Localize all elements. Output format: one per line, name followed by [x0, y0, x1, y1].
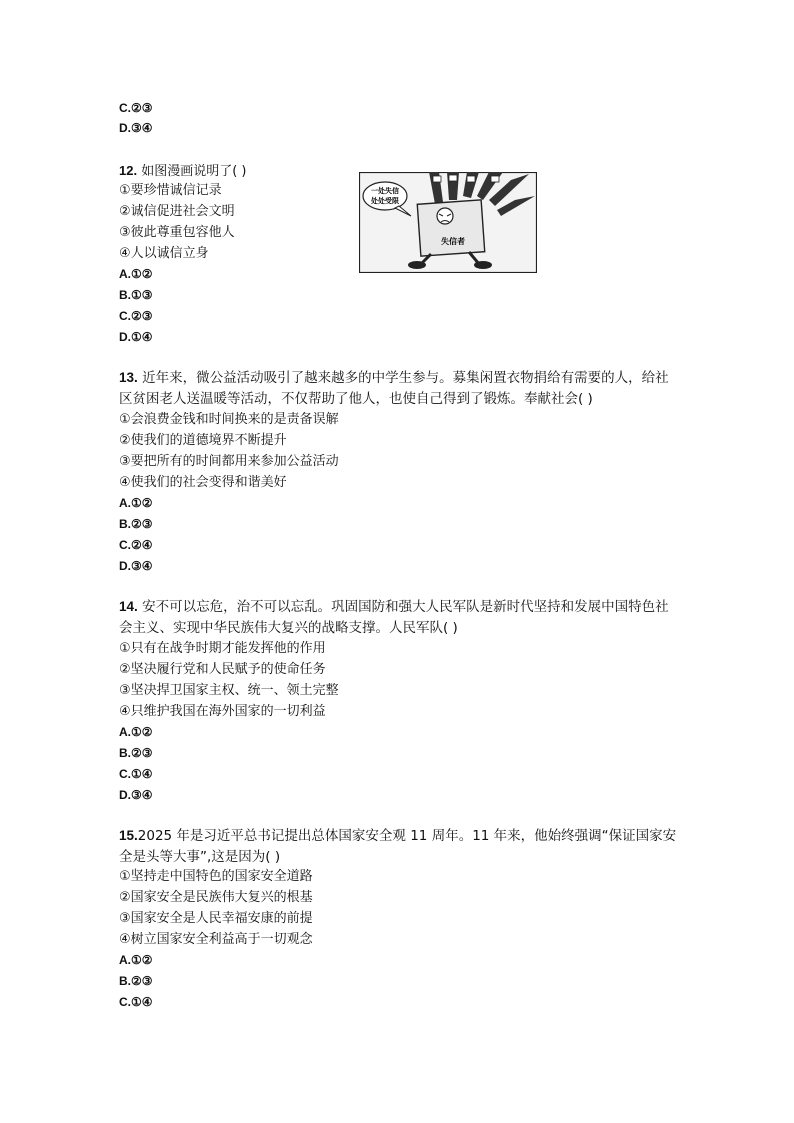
- statement-item: ④只维护我国在海外国家的一切利益: [119, 704, 326, 719]
- statement-item: ①坚持走中国特色的国家安全道路: [119, 869, 313, 884]
- cartoon-illustration: [359, 172, 537, 273]
- statement-item: ②诚信促进社会文明: [119, 204, 235, 219]
- statement-item: ①要珍惜诚信记录: [119, 183, 222, 198]
- bubble-text: 一处失信: [371, 187, 399, 195]
- question-text: 安不可以忘危，治不可以忘乱。巩固国防和强大人民军队是新时代坚持和发展中国特色社会主义、实现中华民族伟大复兴的战略支撑。人民军队( ): [119, 599, 669, 636]
- question-number: 15.: [119, 828, 138, 843]
- option-b: B.②③: [119, 974, 153, 988]
- question-13-stem: [119, 367, 679, 410]
- statement-item: ②使我们的道德境界不断提升: [119, 433, 287, 448]
- option-d: D.③④: [119, 559, 153, 573]
- option-a: A.①②: [119, 725, 153, 739]
- question-text: 2025 年是习近平总书记提出总体国家安全观 11 周年。11 年来，他始终强调“保证国家安全是头等大事”,这是因为( ): [119, 828, 677, 865]
- option-b: B.②③: [119, 517, 153, 531]
- statement-item: ③要把所有的时间都用来参加公益活动: [119, 454, 339, 469]
- statement-item: ③坚决捍卫国家主权、统一、领土完整: [119, 683, 339, 698]
- option-a: A.①②: [119, 496, 153, 510]
- option-d: D.③④: [119, 788, 153, 802]
- svg-text:处处受限: 处处受限: [371, 197, 399, 205]
- statement-item: ②坚决履行党和人民赋予的使命任务: [119, 662, 326, 677]
- option-a: A.①②: [119, 267, 153, 281]
- option-c: C.①④: [119, 995, 153, 1009]
- statement-item: ③彼此尊重包容他人: [119, 225, 235, 240]
- statement-item: ④树立国家安全利益高于一切观念: [119, 932, 313, 947]
- sign-text: 失信者: [441, 237, 465, 246]
- question-12-stem: [119, 162, 247, 180]
- question-text: 如图漫画说明了( ): [141, 164, 247, 179]
- statement-item: ④人以诚信立身: [119, 246, 209, 261]
- option-b: B.①③: [119, 288, 153, 302]
- statement-item: ①只有在战争时期才能发挥他的作用: [119, 641, 326, 656]
- option-c: C.②③: [119, 309, 153, 323]
- option-b: B.②③: [119, 746, 153, 760]
- statement-item: ④使我们的社会变得和谐美好: [119, 475, 287, 490]
- option-d: D.①④: [119, 330, 153, 344]
- option-a: A.①②: [119, 953, 153, 967]
- option-c: C.②④: [119, 538, 153, 552]
- question-number: 13.: [119, 370, 138, 385]
- question-text: 近年来，微公益活动吸引了越来越多的中学生参与。募集闲置衣物捐给有需要的人，给社区贫困老人送温暖等活动，不仅帮助了他人，也使自己得到了锻炼。奉献社会( ): [119, 370, 669, 407]
- option-d: D.③④: [119, 121, 153, 135]
- question-14-stem: [119, 596, 679, 639]
- question-number: 12.: [119, 163, 138, 178]
- statement-item: ②国家安全是民族伟大复兴的根基: [119, 890, 313, 905]
- question-number: 14.: [119, 599, 138, 614]
- statement-item: ③国家安全是人民幸福安康的前提: [119, 911, 313, 926]
- option-c: C.①④: [119, 767, 153, 781]
- option-c: C.②③: [119, 101, 153, 115]
- statement-item: ①会浪费金钱和时间换来的是责备误解: [119, 412, 339, 427]
- question-15-stem: [119, 825, 679, 868]
